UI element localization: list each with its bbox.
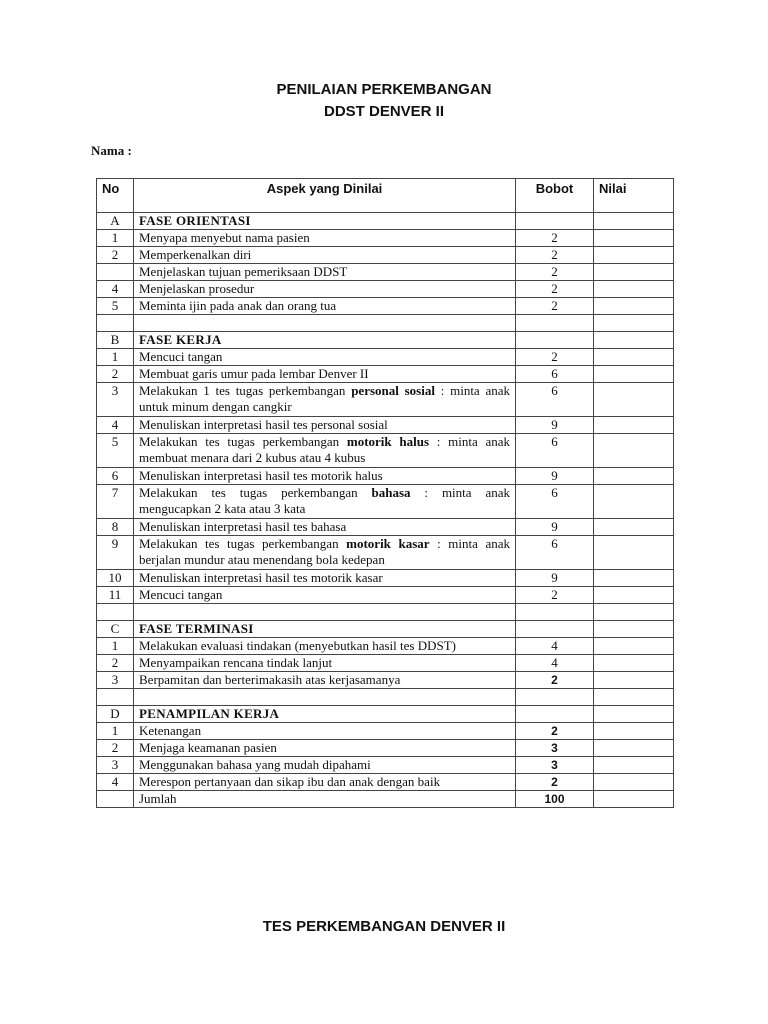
- section-title: FASE ORIENTASI: [134, 213, 516, 230]
- blank-cell: [516, 604, 594, 621]
- row-bobot: 2: [516, 774, 594, 791]
- row-no: 1: [97, 349, 134, 366]
- row-no: C: [97, 621, 134, 638]
- row-bobot: 3: [516, 757, 594, 774]
- row-bobot: 2: [516, 230, 594, 247]
- row-bobot: [516, 213, 594, 230]
- row-no: 2: [97, 740, 134, 757]
- row-bobot: 2: [516, 723, 594, 740]
- assessment-table: [96, 178, 674, 808]
- row-aspek: Menuliskan interpretasi hasil tes personal sosial: [134, 417, 516, 434]
- row-aspek: Ketenangan: [134, 723, 516, 740]
- row-aspek: [134, 434, 516, 468]
- nilai-cell[interactable]: [594, 638, 674, 655]
- aspek-text: Melakukan tes tugas perkembangan: [139, 485, 372, 500]
- row-bobot: 4: [516, 655, 594, 672]
- row-no: 4: [97, 281, 134, 298]
- nilai-cell[interactable]: [594, 332, 674, 349]
- table-row: [97, 638, 674, 655]
- nilai-cell[interactable]: [594, 247, 674, 264]
- row-aspek: Menjaga keamanan pasien: [134, 740, 516, 757]
- aspek-text: Melakukan tes tugas perkembangan: [139, 536, 347, 551]
- blank-cell: [134, 315, 516, 332]
- row-bobot: 2: [516, 281, 594, 298]
- row-bobot: 9: [516, 519, 594, 536]
- row-aspek: Merespon pertanyaan dan sikap ibu dan anak dengan baik: [134, 774, 516, 791]
- aspek-emphasis: motorik kasar: [346, 536, 430, 551]
- section-row: [97, 706, 674, 723]
- aspek-emphasis: bahasa: [371, 485, 411, 500]
- row-no: 2: [97, 247, 134, 264]
- row-aspek: Mencuci tangan: [134, 349, 516, 366]
- row-aspek: Menggunakan bahasa yang mudah dipahami: [134, 757, 516, 774]
- table-row: [97, 570, 674, 587]
- col-header-no: No: [97, 179, 134, 213]
- col-header-bobot: Bobot: [516, 179, 594, 213]
- nilai-cell[interactable]: [594, 213, 674, 230]
- row-no: 1: [97, 638, 134, 655]
- row-bobot: 3: [516, 740, 594, 757]
- row-aspek: Melakukan evaluasi tindakan (menyebutkan hasil tes DDST): [134, 638, 516, 655]
- blank-row: [97, 604, 674, 621]
- row-bobot: 6: [516, 485, 594, 519]
- blank-cell: [97, 689, 134, 706]
- aspek-text: : minta anak berjalan mundur atau menendang bola kedepan: [139, 536, 510, 567]
- row-no: 4: [97, 774, 134, 791]
- nilai-cell[interactable]: [594, 706, 674, 723]
- aspek-emphasis: motorik halus: [346, 434, 430, 449]
- table-row: [97, 587, 674, 604]
- row-aspek: Meminta ijin pada anak dan orang tua: [134, 298, 516, 315]
- blank-cell: [97, 604, 134, 621]
- row-no: 7: [97, 485, 134, 519]
- table-row: [97, 366, 674, 383]
- nilai-cell[interactable]: [594, 434, 674, 468]
- nilai-cell[interactable]: [594, 757, 674, 774]
- row-aspek: [134, 485, 516, 519]
- nilai-cell[interactable]: [594, 485, 674, 519]
- nilai-cell[interactable]: [594, 519, 674, 536]
- table-row: [97, 298, 674, 315]
- nilai-cell[interactable]: [594, 655, 674, 672]
- nilai-cell[interactable]: [594, 417, 674, 434]
- nilai-cell[interactable]: [594, 672, 674, 689]
- row-aspek: Menuliskan interpretasi hasil tes bahasa: [134, 519, 516, 536]
- table-row: [97, 485, 674, 519]
- row-bobot: 2: [516, 247, 594, 264]
- nilai-cell[interactable]: [594, 587, 674, 604]
- row-bobot: [516, 621, 594, 638]
- table-row: [97, 740, 674, 757]
- nilai-cell[interactable]: [594, 740, 674, 757]
- row-bobot: 6: [516, 536, 594, 570]
- row-no: 2: [97, 655, 134, 672]
- row-aspek: Menyampaikan rencana tindak lanjut: [134, 655, 516, 672]
- row-aspek: Menjelaskan prosedur: [134, 281, 516, 298]
- nilai-cell[interactable]: [594, 264, 674, 281]
- row-no: 10: [97, 570, 134, 587]
- nilai-cell[interactable]: [594, 774, 674, 791]
- nilai-cell[interactable]: [594, 570, 674, 587]
- nilai-cell[interactable]: [594, 536, 674, 570]
- nilai-cell[interactable]: [594, 366, 674, 383]
- nilai-cell[interactable]: [594, 281, 674, 298]
- blank-cell: [516, 689, 594, 706]
- row-aspek: Membuat garis umur pada lembar Denver II: [134, 366, 516, 383]
- page-title-line2: DDST DENVER II: [323, 103, 444, 120]
- row-no: 9: [97, 536, 134, 570]
- blank-row: [97, 689, 674, 706]
- row-bobot: 2: [516, 587, 594, 604]
- table-row: [97, 230, 674, 247]
- aspek-text: Melakukan 1 tes tugas perkembangan: [139, 383, 352, 398]
- table-row: [97, 536, 674, 570]
- col-header-aspek: Aspek yang Dinilai: [134, 179, 516, 213]
- blank-row: [97, 315, 674, 332]
- nilai-cell[interactable]: [594, 468, 674, 485]
- row-no: 1: [97, 723, 134, 740]
- row-no: 11: [97, 587, 134, 604]
- row-bobot: 2: [516, 298, 594, 315]
- row-no: A: [97, 213, 134, 230]
- row-aspek: Menuliskan interpretasi hasil tes motorik kasar: [134, 570, 516, 587]
- row-no: 8: [97, 519, 134, 536]
- table-row: [97, 264, 674, 281]
- section-row: [97, 332, 674, 349]
- aspek-text: : minta anak mengucapkan 2 kata atau 3 kata: [139, 485, 510, 516]
- blank-cell: [134, 689, 516, 706]
- table-row: [97, 417, 674, 434]
- row-bobot: [516, 706, 594, 723]
- row-bobot: 2: [516, 264, 594, 281]
- row-no: B: [97, 332, 134, 349]
- row-no: D: [97, 706, 134, 723]
- row-bobot: 9: [516, 570, 594, 587]
- nilai-cell[interactable]: [594, 349, 674, 366]
- row-aspek: Memperkenalkan diri: [134, 247, 516, 264]
- row-bobot: 9: [516, 468, 594, 485]
- nilai-cell[interactable]: [594, 791, 674, 808]
- row-aspek: Berpamitan dan berterimakasih atas kerjasamanya: [134, 672, 516, 689]
- row-no: 3: [97, 672, 134, 689]
- section-row: [97, 213, 674, 230]
- nilai-cell[interactable]: [594, 230, 674, 247]
- table-row: [97, 757, 674, 774]
- table-row: [97, 434, 674, 468]
- blank-cell: [594, 604, 674, 621]
- table-row: [97, 774, 674, 791]
- section-title: FASE KERJA: [134, 332, 516, 349]
- row-no: 6: [97, 468, 134, 485]
- row-no: 3: [97, 757, 134, 774]
- blank-cell: [594, 315, 674, 332]
- row-no: 3: [97, 383, 134, 417]
- nilai-cell[interactable]: [594, 723, 674, 740]
- table-row: [97, 468, 674, 485]
- row-no: 5: [97, 298, 134, 315]
- row-bobot: 6: [516, 366, 594, 383]
- nilai-cell[interactable]: [594, 383, 674, 417]
- table-row: [97, 723, 674, 740]
- aspek-text: Melakukan tes tugas perkembangan: [139, 434, 347, 449]
- total-row: [97, 791, 674, 808]
- blank-cell: [594, 689, 674, 706]
- section-row: [97, 621, 674, 638]
- section-title: PENAMPILAN KERJA: [134, 706, 516, 723]
- table-header-row: [97, 179, 674, 213]
- row-bobot: 4: [516, 638, 594, 655]
- page-title-line1: PENILAIAN PERKEMBANGAN: [276, 81, 492, 98]
- section-title: FASE TERMINASI: [134, 621, 516, 638]
- row-aspek: Menjelaskan tujuan pemeriksaan DDST: [134, 264, 516, 281]
- row-bobot: 2: [516, 349, 594, 366]
- table-row: [97, 672, 674, 689]
- table-row: [97, 247, 674, 264]
- row-aspek: Menyapa menyebut nama pasien: [134, 230, 516, 247]
- row-no: 1: [97, 230, 134, 247]
- blank-cell: [134, 604, 516, 621]
- nilai-cell[interactable]: [594, 621, 674, 638]
- row-aspek: Mencuci tangan: [134, 587, 516, 604]
- row-no: [97, 264, 134, 281]
- row-aspek: [134, 536, 516, 570]
- row-bobot: 2: [516, 672, 594, 689]
- name-label: Nama :: [91, 143, 132, 158]
- table-row: [97, 655, 674, 672]
- blank-cell: [97, 315, 134, 332]
- row-no: 2: [97, 366, 134, 383]
- total-bobot: 100: [516, 791, 594, 808]
- footer-title: TES PERKEMBANGAN DENVER II: [262, 918, 506, 935]
- row-bobot: [516, 332, 594, 349]
- table-row: [97, 349, 674, 366]
- aspek-text: : minta anak membuat menara dari 2 kubus atau 4 kubus: [139, 434, 510, 465]
- row-aspek: [134, 383, 516, 417]
- row-no: [97, 791, 134, 808]
- table-row: [97, 281, 674, 298]
- blank-cell: [516, 315, 594, 332]
- nilai-cell[interactable]: [594, 298, 674, 315]
- row-bobot: 9: [516, 417, 594, 434]
- table-row: [97, 519, 674, 536]
- row-aspek: Menuliskan interpretasi hasil tes motorik halus: [134, 468, 516, 485]
- row-no: 5: [97, 434, 134, 468]
- aspek-emphasis: personal sosial: [351, 383, 435, 398]
- col-header-nilai: Nilai: [594, 179, 674, 213]
- row-bobot: 6: [516, 434, 594, 468]
- total-label: Jumlah: [134, 791, 516, 808]
- aspek-text: : minta anak untuk minum dengan cangkir: [139, 383, 511, 414]
- row-no: 4: [97, 417, 134, 434]
- row-bobot: 6: [516, 383, 594, 417]
- table-row: [97, 383, 674, 417]
